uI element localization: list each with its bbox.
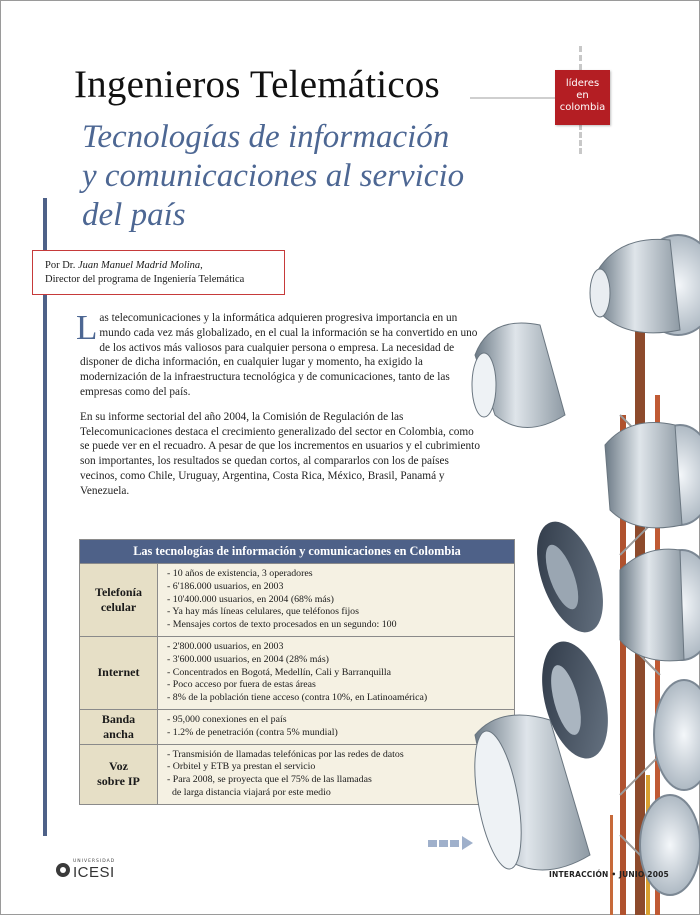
drop-cap: L (76, 308, 98, 347)
title-rule (470, 97, 556, 99)
detail-item: - 10 años de existencia, 3 operadores (167, 568, 313, 579)
detail-item: - 10'400.000 usuarios, en 2004 (68% más) (167, 593, 334, 605)
badge-line-1: líderes (565, 78, 600, 89)
row-category-broadband (80, 709, 158, 744)
logo-icesi-text: ICESI (73, 863, 115, 881)
detail-item: - Transmisión de llamadas telefónicas por las redes de datos (167, 748, 404, 760)
row-details-internet (158, 636, 515, 709)
detail-item: - 1.2% de penetración (contra 5% mundial) (167, 726, 338, 738)
subtitle-line-1: Tecnologías de información (82, 119, 450, 155)
category-line: sobre IP (97, 774, 140, 789)
author-byline (32, 250, 285, 295)
table-row (80, 636, 515, 709)
antenna-photo (470, 215, 700, 915)
subtitle-line-2: y comunicaciones al servicio (82, 158, 465, 194)
detail-item: - 95,000 conexiones en el país (167, 713, 287, 725)
paragraph-1-text: as telecomunicaciones y la informática adquieren progresiva importancia en un mundo cada vez más globalizado, en el cual la información se ha convertido en uno de los activos más valiosos para cualquier persona o empresa. La necesidad de disponer de dicha información, en cualquier lugar y momento, ha exigido la modernización de la infraestructura tecnológica y de comunicaciones, tanto de las empresas como del país. (80, 312, 478, 398)
icesi-logo-mark (56, 863, 70, 877)
dashed-divider-top (579, 46, 582, 70)
row-category-cellular (80, 564, 158, 637)
article-body (76, 308, 480, 509)
row-category-voip (80, 744, 158, 804)
paragraph-1 (76, 308, 480, 400)
icesi-logo (56, 860, 115, 880)
detail-item: - Poco acceso por fuera de estas áreas (167, 679, 316, 691)
table-row (80, 564, 515, 637)
table-row (80, 709, 515, 744)
category-line: Internet (97, 665, 140, 680)
author-prefix: Por Dr. (45, 260, 76, 271)
detail-item: - 2'800.000 usuarios, en 2003 (167, 640, 284, 652)
page-title: Ingenieros Telemáticos (74, 63, 440, 106)
category-line: ancha (103, 726, 134, 741)
row-details-cellular (158, 564, 515, 637)
detail-item: - Mensajes cortos de texto procesados en un segundo: 100 (167, 619, 397, 631)
row-details-broadband (158, 709, 515, 744)
detail-item: - 3'600.000 usuarios, en 2004 (28% más) (167, 653, 329, 665)
paragraph-2: En su informe sectorial del año 2004, la Comisión de Regulación de las Telecomunicaciones destaca el crecimiento generalizado del sector en Colombia, como se puede ver en el recuadro. A pesar de que los incrementos en usuarios y el cubrimiento son importantes, los resultados se quedan cortos, al compararlos con los de países vecinos, como Chile, Uruguay, Argentina, Costa Rica, México, Brasil, Panamá y Venezuela. (80, 410, 480, 497)
row-category-internet (80, 636, 158, 709)
category-line: Banda (101, 711, 136, 726)
author-name: Juan Manuel Madrid Molina (77, 260, 201, 271)
category-line: celular (100, 599, 137, 614)
logo-words (73, 860, 115, 880)
detail-item: - Concentrados en Bogotá, Medellín, Cali y Barranquilla (167, 666, 392, 678)
detail-item: - Para 2008, se proyecta que el 75% de las llamadas (167, 774, 372, 786)
badge-line-2: en (576, 90, 589, 101)
category-line: Telefonía (95, 584, 142, 599)
author-role: Director del programa de Ingeniería Telemática (45, 274, 245, 285)
detail-item: - Ya hay más líneas celulares, que teléfonos fijos (167, 606, 359, 618)
badge-line-3: colombia (559, 102, 606, 113)
category-line: Voz (109, 759, 128, 774)
detail-item: de larga distancia viajará por este medio (167, 786, 331, 798)
table-row (80, 744, 515, 804)
table-header: Las tecnologías de información y comunicaciones en Colombia (80, 540, 515, 564)
detail-item: - Orbitel y ETB ya prestan el servicio (167, 761, 316, 773)
detail-item: - 6'186.000 usuarios, en 2003 (167, 580, 284, 592)
subtitle-line-3: del país (82, 197, 186, 233)
next-page-arrow-icon (428, 836, 475, 850)
page-folio: INTERACCIÓN • JUNIO 2005 (549, 870, 669, 879)
ict-colombia-table (79, 539, 515, 805)
row-details-voip (158, 744, 515, 804)
author-name-line: Por Dr. Juan Manuel Madrid Molina, (45, 260, 203, 271)
detail-item: - 8% de la población tiene acceso (contra 10%, en Latinoamérica) (167, 692, 428, 704)
section-badge (555, 70, 610, 125)
dashed-divider-bottom (579, 124, 582, 154)
logo-university-text: UNIVERSIDAD (73, 859, 116, 864)
